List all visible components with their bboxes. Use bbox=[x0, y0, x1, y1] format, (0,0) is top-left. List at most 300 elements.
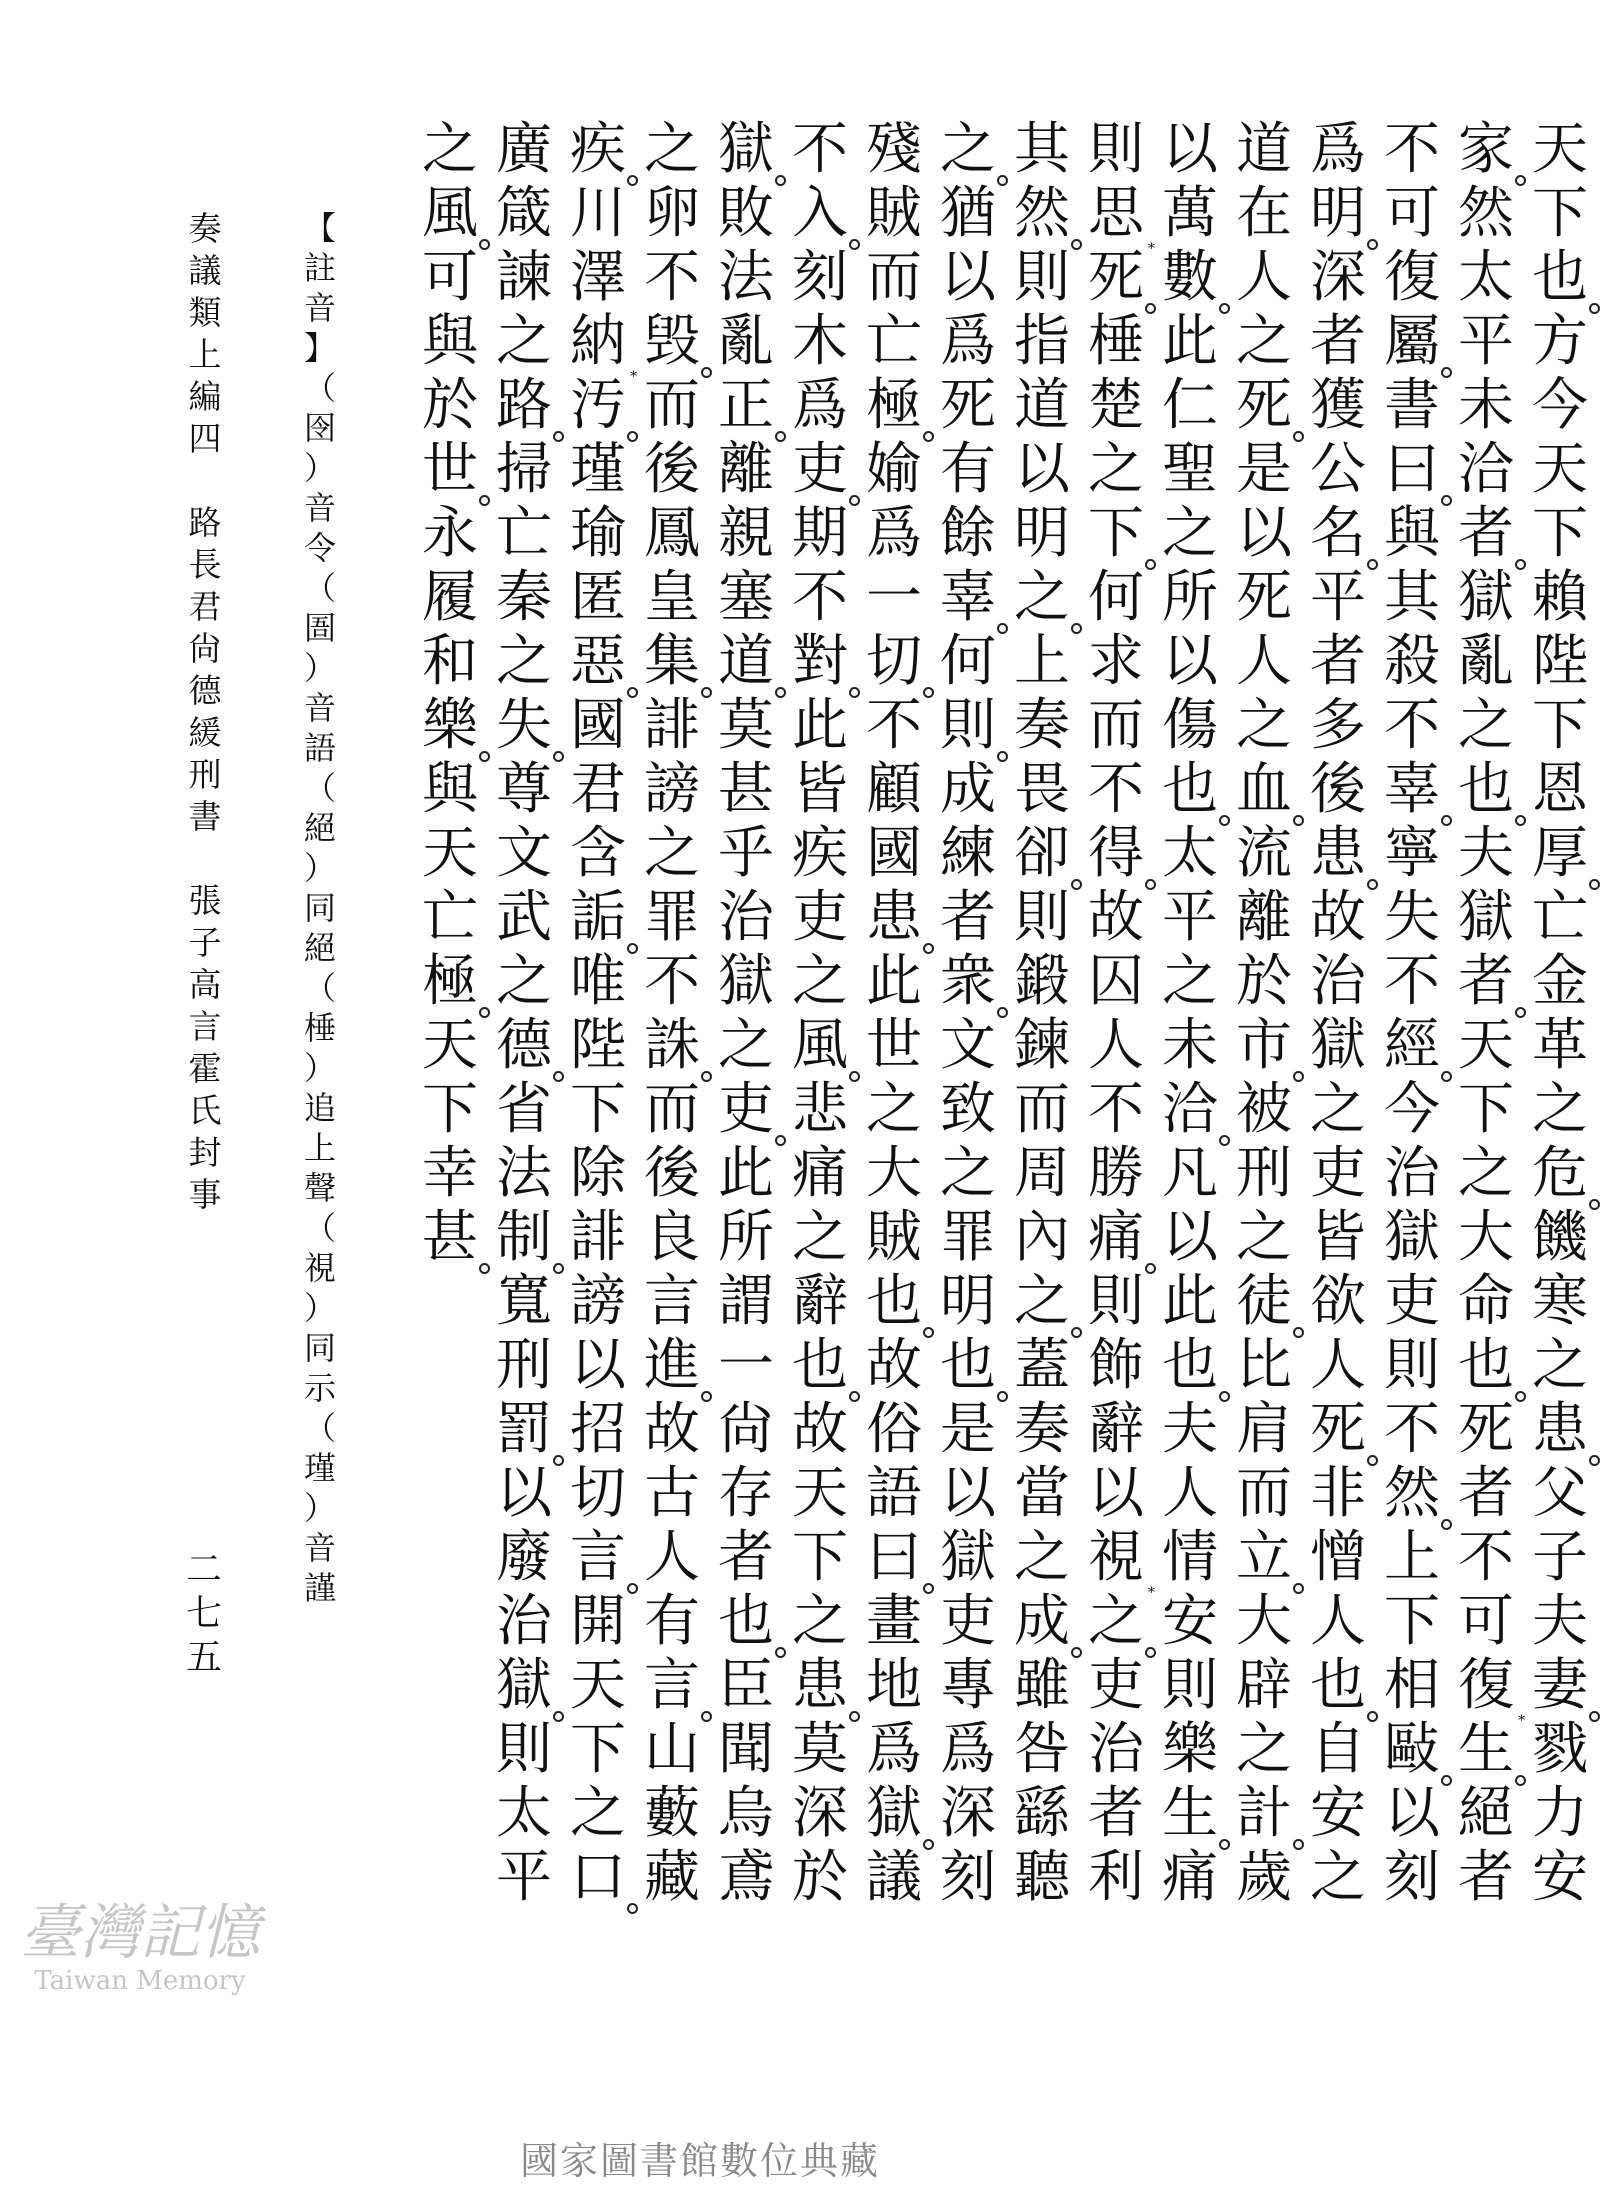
character: 媮 bbox=[866, 437, 922, 502]
character: 之 bbox=[496, 629, 552, 694]
text-column bbox=[1454, 118, 1524, 1910]
character: 卵 bbox=[644, 181, 700, 246]
character: 也 bbox=[1158, 758, 1222, 822]
character: 則 bbox=[496, 1717, 552, 1782]
character: 陛 bbox=[570, 1013, 626, 1078]
character: 入 bbox=[788, 182, 852, 246]
character: 古 bbox=[644, 1461, 700, 1526]
character: 所 bbox=[718, 1205, 774, 1270]
character: 以 bbox=[1088, 1461, 1144, 1526]
character: 非 bbox=[1310, 1461, 1366, 1526]
character: 爲 bbox=[940, 309, 996, 374]
character: 鍊 bbox=[1014, 1013, 1070, 1078]
character: 二 bbox=[185, 1549, 222, 1590]
character: 奏 bbox=[1014, 693, 1070, 758]
character: 致 bbox=[940, 1077, 996, 1142]
character: 者 bbox=[1310, 309, 1366, 374]
character: 獄 bbox=[1458, 565, 1514, 630]
character: 於 bbox=[422, 373, 478, 438]
character: 此 bbox=[718, 1141, 774, 1206]
annotation-mark: * bbox=[630, 369, 637, 385]
character: 此 bbox=[792, 693, 848, 758]
character: 也 bbox=[788, 1334, 852, 1398]
character: 謗 bbox=[570, 1269, 626, 1334]
character: 不 bbox=[792, 117, 848, 182]
character: 可 bbox=[422, 245, 478, 310]
character: 不 bbox=[1384, 117, 1440, 182]
character: 【 bbox=[303, 209, 336, 247]
character: 成 bbox=[940, 757, 996, 822]
character: 下 bbox=[1458, 1077, 1514, 1142]
character: 誅 bbox=[640, 1014, 704, 1078]
character: 惡 bbox=[566, 630, 630, 694]
character: 匿 bbox=[570, 565, 626, 630]
character: 獄 bbox=[1310, 1013, 1366, 1078]
character: 太 bbox=[1458, 245, 1514, 310]
character: 在 bbox=[1236, 181, 1292, 246]
character: 衆 bbox=[936, 950, 1000, 1014]
watermark-subtitle: Taiwan Memory bbox=[34, 1966, 246, 1996]
character: 也 bbox=[936, 1334, 1000, 1398]
character: 棰 bbox=[303, 1009, 336, 1047]
character: 莫 bbox=[718, 693, 774, 758]
character: 下 bbox=[570, 1077, 626, 1142]
character: 木 bbox=[792, 309, 848, 374]
character: 履 bbox=[422, 565, 478, 630]
character: 爲 bbox=[866, 501, 922, 566]
character: 故 bbox=[1088, 885, 1144, 950]
character: 言 bbox=[566, 1526, 630, 1590]
character: 天 bbox=[422, 1013, 478, 1078]
character: 可 bbox=[1458, 1589, 1514, 1654]
character: 地 bbox=[866, 1653, 922, 1718]
character: 口 bbox=[566, 1846, 630, 1910]
character: 夫 bbox=[1458, 821, 1514, 886]
character: 求 bbox=[1088, 629, 1144, 694]
character: （ bbox=[303, 1409, 336, 1447]
character: 與 bbox=[422, 757, 478, 822]
character: 下 bbox=[1532, 693, 1588, 758]
character: 於 bbox=[792, 1845, 848, 1910]
character: 死 bbox=[1232, 374, 1296, 438]
character: 之 bbox=[792, 949, 848, 1014]
footer-credit bbox=[0, 2130, 1600, 2185]
character: 同 bbox=[303, 889, 336, 927]
character: 聞 bbox=[718, 1717, 774, 1782]
character: 情 bbox=[1162, 1525, 1218, 1590]
character: 則 bbox=[1162, 1653, 1218, 1718]
character: 則 bbox=[1014, 245, 1070, 310]
character: 下 bbox=[1532, 501, 1588, 566]
character: 人 bbox=[1310, 1333, 1366, 1398]
character: 下 bbox=[1532, 181, 1588, 246]
character: 深 bbox=[940, 1781, 996, 1846]
character: 君 bbox=[188, 587, 222, 626]
character: 棰 bbox=[1088, 309, 1144, 374]
character: 爲 bbox=[1310, 117, 1366, 182]
character: 甚 bbox=[718, 757, 774, 822]
character: 示 bbox=[303, 1369, 336, 1407]
text-column bbox=[862, 118, 932, 1910]
character: 吏 bbox=[788, 438, 852, 502]
character: 鍛 bbox=[1014, 949, 1070, 1014]
character: 以 bbox=[1384, 1781, 1440, 1846]
character: 復 bbox=[1458, 1653, 1514, 1718]
character: 則 bbox=[1014, 885, 1070, 950]
character: （ bbox=[303, 369, 336, 407]
character: 議 bbox=[866, 1845, 922, 1910]
character: 言 bbox=[640, 1654, 704, 1718]
character: 刑 bbox=[188, 755, 222, 794]
character: 可 bbox=[1384, 181, 1440, 246]
character: 正 bbox=[714, 374, 778, 438]
character: 流 bbox=[1236, 821, 1292, 886]
character: 鳳 bbox=[644, 501, 700, 566]
text-column bbox=[1306, 118, 1376, 1910]
character: 之 bbox=[940, 1141, 996, 1206]
character: 謂 bbox=[718, 1269, 774, 1334]
character: 多 bbox=[1310, 693, 1366, 758]
character: 之 bbox=[1010, 1270, 1074, 1334]
character: 囚 bbox=[1088, 949, 1144, 1014]
character: 藏 bbox=[644, 1845, 700, 1910]
character: 語 bbox=[303, 729, 336, 767]
character: 則 bbox=[1088, 1269, 1144, 1334]
character: 之 bbox=[1236, 309, 1292, 374]
character: 天 bbox=[1458, 1013, 1514, 1078]
character: 辟 bbox=[1236, 1653, 1292, 1718]
character: 成 bbox=[1010, 1590, 1074, 1654]
character: 國 bbox=[570, 693, 626, 758]
character: 吏 bbox=[714, 1078, 778, 1142]
character: 生 bbox=[1158, 1782, 1222, 1846]
character: 瑜 bbox=[570, 501, 626, 566]
character: 塞 bbox=[718, 565, 774, 630]
character: 吏 bbox=[1310, 1141, 1366, 1206]
character: 吏 bbox=[1088, 1653, 1144, 1718]
annotation-mark: * bbox=[1148, 1585, 1155, 1601]
character: 也 bbox=[862, 1270, 926, 1334]
character: 萬 bbox=[1162, 181, 1218, 246]
character: 皆 bbox=[1310, 1205, 1366, 1270]
character: 者 bbox=[1454, 950, 1518, 1014]
character: 者 bbox=[718, 1525, 774, 1590]
character: 存 bbox=[718, 1461, 774, 1526]
character: 深 bbox=[792, 1781, 848, 1846]
character: 患 bbox=[788, 1654, 852, 1718]
character: 一 bbox=[718, 1333, 774, 1398]
character: 離 bbox=[718, 437, 774, 502]
character: 開 bbox=[570, 1589, 626, 1654]
character: 者 bbox=[1310, 629, 1366, 694]
character bbox=[185, 460, 225, 502]
character: 大 bbox=[1458, 1205, 1514, 1270]
character: 上 bbox=[1014, 629, 1070, 694]
text-column bbox=[418, 118, 488, 1270]
character: 下 bbox=[1384, 1589, 1440, 1654]
character: 秦 bbox=[496, 565, 552, 630]
character: 悲 bbox=[792, 1077, 848, 1142]
character: 則 bbox=[1088, 117, 1144, 182]
character: 革 bbox=[1532, 1013, 1588, 1078]
character: 之 bbox=[644, 821, 700, 886]
character: 殺 bbox=[1384, 629, 1440, 694]
character: 楚 bbox=[1088, 373, 1144, 438]
character: 其 bbox=[1384, 565, 1440, 630]
character: 樂 bbox=[1162, 1717, 1218, 1782]
character: 亂 bbox=[1458, 629, 1514, 694]
character: 何 bbox=[940, 629, 996, 694]
character: 經 bbox=[1380, 1014, 1444, 1078]
character: 治 bbox=[1384, 1141, 1440, 1206]
character: 平 bbox=[496, 1845, 552, 1910]
character: 除 bbox=[570, 1141, 626, 1206]
text-column bbox=[1084, 118, 1154, 1910]
text-column bbox=[936, 118, 1006, 1910]
character: 謗 bbox=[644, 757, 700, 822]
character: 饑 bbox=[1532, 1205, 1588, 1270]
character: 奏 bbox=[188, 209, 222, 248]
character: 君 bbox=[570, 757, 626, 822]
character: 獄 bbox=[718, 949, 774, 1014]
character: 烏 bbox=[718, 1781, 774, 1846]
annotation-mark: * bbox=[1148, 241, 1155, 257]
character: 集 bbox=[640, 630, 704, 694]
character: 長 bbox=[188, 545, 222, 584]
character: 國 bbox=[866, 821, 922, 886]
character: 尊 bbox=[496, 757, 552, 822]
character: 箴 bbox=[496, 181, 552, 246]
character: 方 bbox=[1532, 309, 1588, 374]
character: 洽 bbox=[1158, 1078, 1222, 1142]
character: 獄 bbox=[714, 118, 778, 182]
character: 幸 bbox=[422, 1141, 478, 1206]
footer-text: 國家圖書館數位典藏 bbox=[519, 2139, 880, 2183]
character: 曰 bbox=[1380, 438, 1444, 502]
character: 上 bbox=[188, 335, 222, 374]
character: 患 bbox=[1528, 1398, 1592, 1462]
pronunciation-notes bbox=[300, 208, 340, 1608]
character: 夫 bbox=[1162, 1397, 1218, 1462]
character: 死 bbox=[1236, 565, 1292, 630]
character: 藪 bbox=[644, 1781, 700, 1846]
character: 然 bbox=[1010, 182, 1074, 246]
character: 血 bbox=[1232, 758, 1296, 822]
character: 人 bbox=[1162, 1461, 1218, 1526]
character: 於 bbox=[1236, 949, 1292, 1014]
character: 未 bbox=[1162, 1013, 1218, 1078]
character: 莫 bbox=[792, 1717, 848, 1782]
character: 以 bbox=[496, 1461, 552, 1526]
character: 內 bbox=[1014, 1205, 1070, 1270]
character: 練 bbox=[940, 821, 996, 886]
character: 圄 bbox=[303, 609, 336, 647]
character: 俗 bbox=[866, 1397, 922, 1462]
character: 賴 bbox=[1532, 565, 1588, 630]
character: 不 bbox=[866, 693, 922, 758]
character: 招 bbox=[570, 1397, 626, 1462]
character: 亡 bbox=[1532, 885, 1588, 950]
character: 追 bbox=[303, 1089, 336, 1127]
character: 也 bbox=[1306, 1654, 1370, 1718]
character: 封 bbox=[188, 1133, 222, 1172]
character: 天 bbox=[1532, 117, 1588, 182]
character: 顧 bbox=[866, 757, 922, 822]
character: 何 bbox=[1088, 565, 1144, 630]
character: 聽 bbox=[1014, 1845, 1070, 1910]
character: 治 bbox=[718, 885, 774, 950]
character: 皇 bbox=[644, 565, 700, 630]
character: 然 bbox=[1380, 1462, 1444, 1526]
character: 故 bbox=[644, 1397, 700, 1462]
character: 治 bbox=[1310, 949, 1366, 1014]
character: 賊 bbox=[866, 181, 922, 246]
text-column bbox=[566, 118, 636, 1910]
character: 張 bbox=[188, 881, 222, 920]
character: 與 bbox=[1384, 501, 1440, 566]
character: 天 bbox=[1532, 437, 1588, 502]
character: 殘 bbox=[866, 117, 922, 182]
character: 上 bbox=[1384, 1525, 1440, 1590]
character: 刻 bbox=[940, 1845, 996, 1910]
character: 不 bbox=[1458, 1525, 1514, 1590]
character: 徒 bbox=[1232, 1270, 1296, 1334]
character: 之 bbox=[422, 117, 478, 182]
character: 音 bbox=[303, 689, 336, 727]
character: （ bbox=[303, 969, 336, 1007]
character: 視 bbox=[1088, 1525, 1144, 1590]
character: 切 bbox=[862, 630, 926, 694]
character: 諫 bbox=[496, 245, 552, 310]
character: 亡 bbox=[866, 309, 922, 374]
character: 而 bbox=[644, 1077, 700, 1142]
text-column bbox=[1158, 118, 1228, 1910]
character: 極 bbox=[418, 950, 482, 1014]
character: 言 bbox=[188, 1007, 222, 1046]
character: 以 bbox=[940, 1461, 996, 1526]
character: 離 bbox=[1236, 885, 1292, 950]
character: 敺 bbox=[1380, 1718, 1444, 1782]
character: 爲 bbox=[940, 1717, 996, 1782]
character: 乎 bbox=[718, 821, 774, 886]
character: 絕 bbox=[303, 809, 336, 847]
character: 自 bbox=[1310, 1717, 1366, 1782]
character: 賊 bbox=[866, 1205, 922, 1270]
character: 其 bbox=[1014, 117, 1070, 182]
character: 者 bbox=[1458, 1461, 1514, 1526]
character: 相 bbox=[1384, 1653, 1440, 1718]
character: 爲 bbox=[792, 373, 848, 438]
annotation-mark: * bbox=[1518, 1713, 1525, 1729]
character: 之 bbox=[1162, 949, 1218, 1014]
character: 餘 bbox=[940, 501, 996, 566]
character: 也 bbox=[1454, 758, 1518, 822]
character: 而 bbox=[1088, 693, 1144, 758]
character: 獄 bbox=[1384, 1205, 1440, 1270]
character: 誹 bbox=[570, 1205, 626, 1270]
character: 之 bbox=[644, 117, 700, 182]
character: 安 bbox=[1162, 1589, 1218, 1654]
character: 死 bbox=[1306, 1398, 1370, 1462]
character: 永 bbox=[422, 501, 478, 566]
character: 思 bbox=[1088, 181, 1144, 246]
character: 人 bbox=[644, 1525, 700, 1590]
character: 下 bbox=[570, 1717, 626, 1782]
character: 被 bbox=[1236, 1077, 1292, 1142]
character: 戮 bbox=[1532, 1717, 1588, 1782]
character: 利 bbox=[1088, 1845, 1144, 1910]
character: 疾 bbox=[566, 118, 630, 182]
character: 人 bbox=[1088, 1013, 1144, 1078]
character: 不 bbox=[792, 565, 848, 630]
character: 音 bbox=[303, 289, 336, 327]
character: 之 bbox=[1014, 1525, 1070, 1590]
text-column bbox=[1380, 118, 1450, 1910]
character: 家 bbox=[1454, 118, 1518, 182]
character: 道 bbox=[1236, 117, 1292, 182]
page-number bbox=[182, 1548, 226, 1680]
character: 也 bbox=[714, 1590, 778, 1654]
character: 文 bbox=[940, 1013, 996, 1078]
character: 法 bbox=[496, 1141, 552, 1206]
character: 復 bbox=[1384, 245, 1440, 310]
character: 不 bbox=[1384, 949, 1440, 1014]
character: 註 bbox=[303, 249, 336, 287]
character: 之 bbox=[792, 1589, 848, 1654]
character: 鳶 bbox=[718, 1845, 774, 1910]
character: 刑 bbox=[1236, 1141, 1292, 1206]
character: 令 bbox=[303, 529, 336, 567]
character: 患 bbox=[862, 886, 926, 950]
character: 之 bbox=[1532, 1077, 1588, 1142]
character: 妻 bbox=[1528, 1654, 1592, 1718]
character: 期 bbox=[792, 501, 848, 566]
character: 罪 bbox=[644, 885, 700, 950]
character: 之 bbox=[1162, 501, 1218, 566]
character: 之 bbox=[1088, 437, 1144, 502]
character: 文 bbox=[496, 821, 552, 886]
character: 患 bbox=[1306, 822, 1370, 886]
character: 含 bbox=[570, 821, 626, 886]
character: 此 bbox=[1162, 309, 1218, 374]
character: 和 bbox=[422, 629, 478, 694]
character: 對 bbox=[788, 630, 852, 694]
character: 以 bbox=[1014, 437, 1070, 502]
character: 獲 bbox=[1310, 373, 1366, 438]
character: 下 bbox=[1084, 502, 1148, 566]
character: 以 bbox=[1162, 1205, 1218, 1270]
character: 者 bbox=[1088, 1781, 1144, 1846]
character: 安 bbox=[1310, 1781, 1366, 1846]
text-column bbox=[1232, 118, 1302, 1910]
character: 辭 bbox=[792, 1269, 848, 1334]
character: 以 bbox=[570, 1333, 626, 1398]
character: 編 bbox=[188, 377, 222, 416]
character: 高 bbox=[188, 965, 222, 1004]
character: 之 bbox=[496, 949, 552, 1014]
character: 詬 bbox=[566, 886, 630, 950]
character: 父 bbox=[1532, 1461, 1588, 1526]
character: 曰 bbox=[862, 1526, 926, 1590]
character: 子 bbox=[188, 923, 222, 962]
character: 夫 bbox=[1532, 1589, 1588, 1654]
character: 刑 bbox=[496, 1333, 552, 1398]
character: 】 bbox=[303, 329, 336, 367]
running-header bbox=[185, 208, 225, 1216]
character: 刻 bbox=[1384, 1845, 1440, 1910]
character: 痛 bbox=[792, 1141, 848, 1206]
character: 者 bbox=[940, 885, 996, 950]
